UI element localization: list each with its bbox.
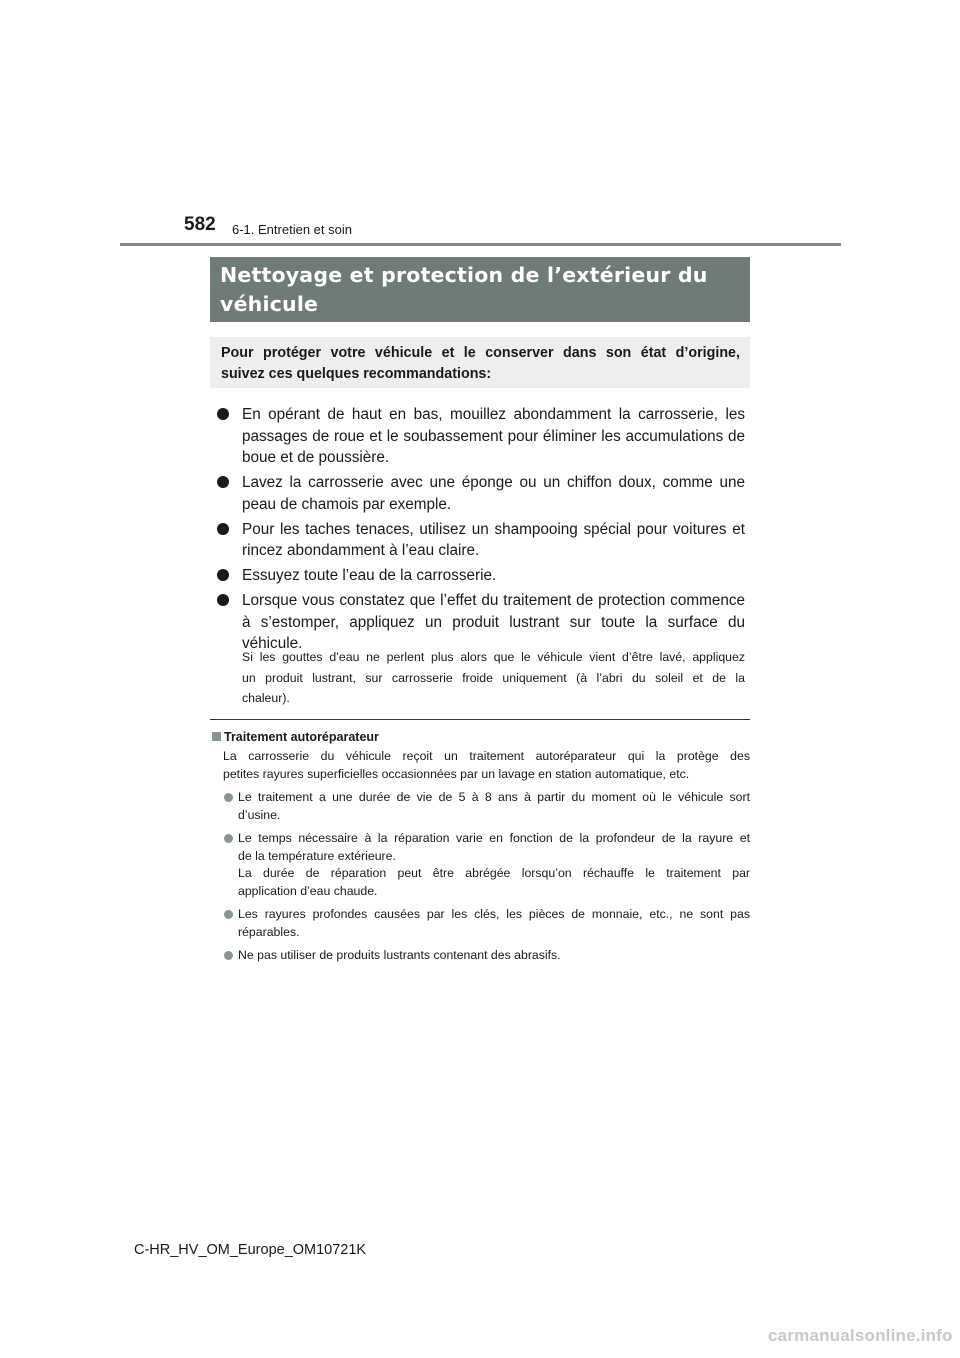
sub-section-list	[223, 789, 750, 971]
item-line: Lorsque vous constatez que l’effet du traitement de protection commence	[242, 592, 745, 609]
list-item	[213, 404, 745, 469]
document-code: C-HR_HV_OM_Europe_OM10721K	[134, 1242, 367, 1258]
bullet-icon	[224, 951, 233, 960]
section-divider	[210, 719, 750, 720]
item-line: Le traitement a une durée de vie de 5 à 8 ans à partir du moment où le véhicule sort	[238, 790, 750, 804]
para-line: petites rayures superficielles occasionnées par un lavage en station automatique, etc.	[223, 766, 690, 781]
section-reference: 6-1. Entretien et soin	[232, 222, 352, 237]
bullet-icon	[217, 408, 229, 420]
bullet-icon	[224, 834, 233, 843]
waxing-note	[242, 647, 745, 709]
list-item	[223, 906, 750, 941]
page-number: 582	[184, 214, 216, 235]
item-line: Essuyez toute l’eau de la carrosserie.	[242, 567, 497, 584]
watermark: carmanualsonline.info	[768, 1326, 953, 1345]
item-line: passages de roue et le soubassement pour éliminer les accumulations de	[242, 427, 745, 445]
title-line: véhicule	[220, 292, 319, 316]
list-item	[213, 472, 745, 515]
bullet-icon	[224, 793, 233, 802]
item-line: boue et de poussière.	[242, 449, 390, 466]
item-line: d’usine.	[238, 807, 281, 822]
bullet-icon	[217, 569, 229, 581]
bullet-icon	[217, 476, 229, 488]
item-line: de la température extérieure.	[238, 848, 396, 863]
intro-box	[210, 337, 750, 388]
intro-line: suivez ces quelques recommandations:	[221, 366, 492, 382]
intro-text	[221, 343, 740, 385]
list-item	[223, 789, 750, 824]
list-item	[213, 519, 745, 562]
item-line: réparables.	[238, 924, 300, 939]
item-line: Ne pas utiliser de produits lustrants contenant des abrasifs.	[238, 948, 561, 962]
title-line: Nettoyage et protection de l’extérieur du	[220, 263, 708, 287]
item-line: La durée de réparation peut être abrégée lorsqu’on réchauffe le traitement par	[238, 866, 750, 880]
item-line: véhicule.	[242, 635, 303, 652]
item-line: application d’eau chaude.	[238, 883, 378, 898]
item-line: Le temps nécessaire à la réparation varie en fonction de la profondeur de la rayure et	[238, 831, 750, 845]
bullet-icon	[224, 910, 233, 919]
note-line: chaleur).	[242, 691, 290, 705]
list-item	[213, 590, 745, 655]
item-line: Pour les taches tenaces, utilisez un shampooing spécial pour voitures et	[242, 520, 745, 538]
list-item	[223, 830, 750, 900]
title-banner	[210, 257, 750, 322]
page-title	[220, 261, 740, 319]
item-line: En opérant de haut en bas, mouillez abondamment la carrosserie, les	[242, 406, 745, 423]
intro-line: Pour protéger votre véhicule et le conserver dans son état d’origine,	[221, 345, 740, 361]
item-line: à s’estomper, appliquez un produit lustrant sur toute la surface du	[242, 613, 745, 631]
list-item	[213, 565, 745, 587]
header-rule	[120, 243, 841, 246]
sub-section-title: Traitement autoréparateur	[224, 730, 379, 744]
square-bullet-icon	[212, 732, 221, 741]
sub-section-paragraph	[223, 748, 750, 783]
item-line: rincez abondamment à l’eau claire.	[242, 542, 480, 559]
para-line: La carrosserie du véhicule reçoit un traitement autoréparateur qui la protège des	[223, 749, 750, 763]
item-line: Lavez la carrosserie avec une éponge ou un chiffon doux, comme une	[242, 474, 745, 491]
item-line: Les rayures profondes causées par les clés, les pièces de monnaie, etc., ne sont pas	[238, 907, 750, 921]
list-item	[223, 947, 750, 965]
item-line: peau de chamois par exemple.	[242, 495, 452, 513]
bullet-icon	[217, 594, 229, 606]
main-instructions-list	[213, 404, 745, 658]
sub-section-heading	[212, 729, 379, 745]
note-line: un produit lustrant, sur carrosserie froide uniquement (à l’abri du soleil et de la	[242, 670, 745, 685]
bullet-icon	[217, 523, 229, 535]
note-line: Si les gouttes d’eau ne perlent plus alors que le véhicule vient d’être lavé, appliquez	[242, 650, 745, 664]
